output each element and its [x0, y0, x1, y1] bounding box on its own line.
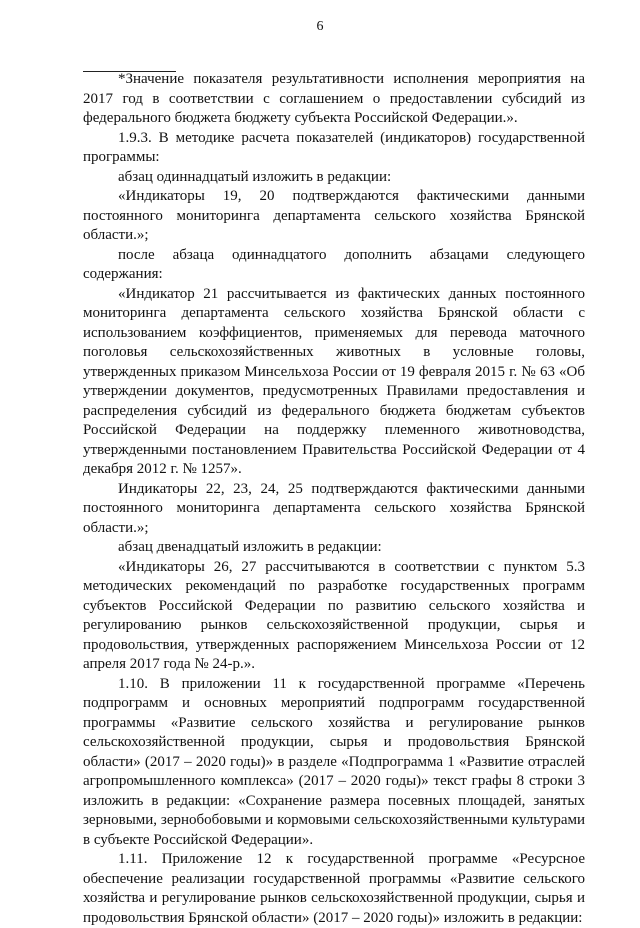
page-number: 6 — [316, 19, 324, 34]
footnote-paragraph: *Значение показателя результативности исполнения мероприятия на 2017 год в соответствии с соглашением о предоставлении субсидий из федерального бюджета бюджету субъекта Российской Федерации.». — [83, 71, 585, 126]
section-1-10-paragraph: 1.10. В приложении 11 к государственной программе «Перечень подпрограмм и основных мероприятий подпрограмм государственной программы «Развитие сельского хозяйства и регулирование рынков сельскохозяйственной продукции, сырья и продовольствия Брянской области» (2017 – 2020 годы)» в разделе «Подпрограмма 1 «Развитие отраслей агропромышленного комплекса» (2017 – 2020 годы)» текст графы 8 строки 3 изложить в редакции: «Сохранение размера посевных площадей, занятых зерновыми, зернобобовыми и кормовыми сельскохозяйственными культурами в субъекте Российской Федерации». — [83, 675, 585, 848]
paragraph-twelve-instruction: абзац двенадцатый изложить в редакции: — [118, 539, 382, 555]
indicator-21-paragraph: «Индикатор 21 рассчитывается из фактических данных постоянного мониторинга департамента сельского хозяйства Брянской области с использованием коэффициентов, применяемых для перевода маточного поголовья сельскохозяйственных животных в условные головы, утвержденных приказом Минсельхоза России от 19 февраля 2015 г. № 63 «Об утверждении документов, предусмотренных Правилами предоставления и распределения субсидий из федерального бюджета бюджетам субъектов Российской Федерации на поддержку племенного животноводства, утвержденными постановлением Правительства Российской Федерации от 4 декабря 2012 г. № 1257». — [83, 285, 585, 477]
indicators-22-25-paragraph: Индикаторы 22, 23, 24, 25 подтверждаются фактическими данными постоянного мониторинга департамента сельского хозяйства Брянской области.»; — [83, 480, 585, 536]
document-body — [83, 70, 585, 928]
section-1-11-paragraph: 1.11. Приложение 12 к государственной программе «Ресурсное обеспечение реализации государственной программы «Развитие сельского хозяйства и регулирование рынков сельскохозяйственной продукции, сырья и продовольствия Брянской области» (2017 – 2020 годы)» изложить в редакции: — [83, 851, 585, 926]
section-1-9-3-paragraph: 1.9.3. В методике расчета показателей (индикаторов) государственной программы: — [83, 129, 585, 165]
indicators-26-27-paragraph: «Индикаторы 26, 27 рассчитываются в соответствии с пунктом 5.3 методических рекомендаций по разработке государственных программ субъектов Российской Федерации по развитию сельского хозяйства и регулированию рынков сельскохозяйственной продукции, сырья и продовольствия, утвержденных распоряжением Минсельхоза России от 12 апреля 2017 года № 24-р.». — [83, 558, 585, 672]
add-paragraphs-instruction: после абзаца одиннадцатого дополнить абзацами следующего содержания: — [83, 246, 585, 282]
indicators-19-20-paragraph: «Индикаторы 19, 20 подтверждаются фактическими данными постоянного мониторинга департамента сельского хозяйства Брянской области.»; — [83, 188, 585, 243]
paragraph-eleven-instruction: абзац одиннадцатый изложить в редакции: — [118, 168, 392, 185]
